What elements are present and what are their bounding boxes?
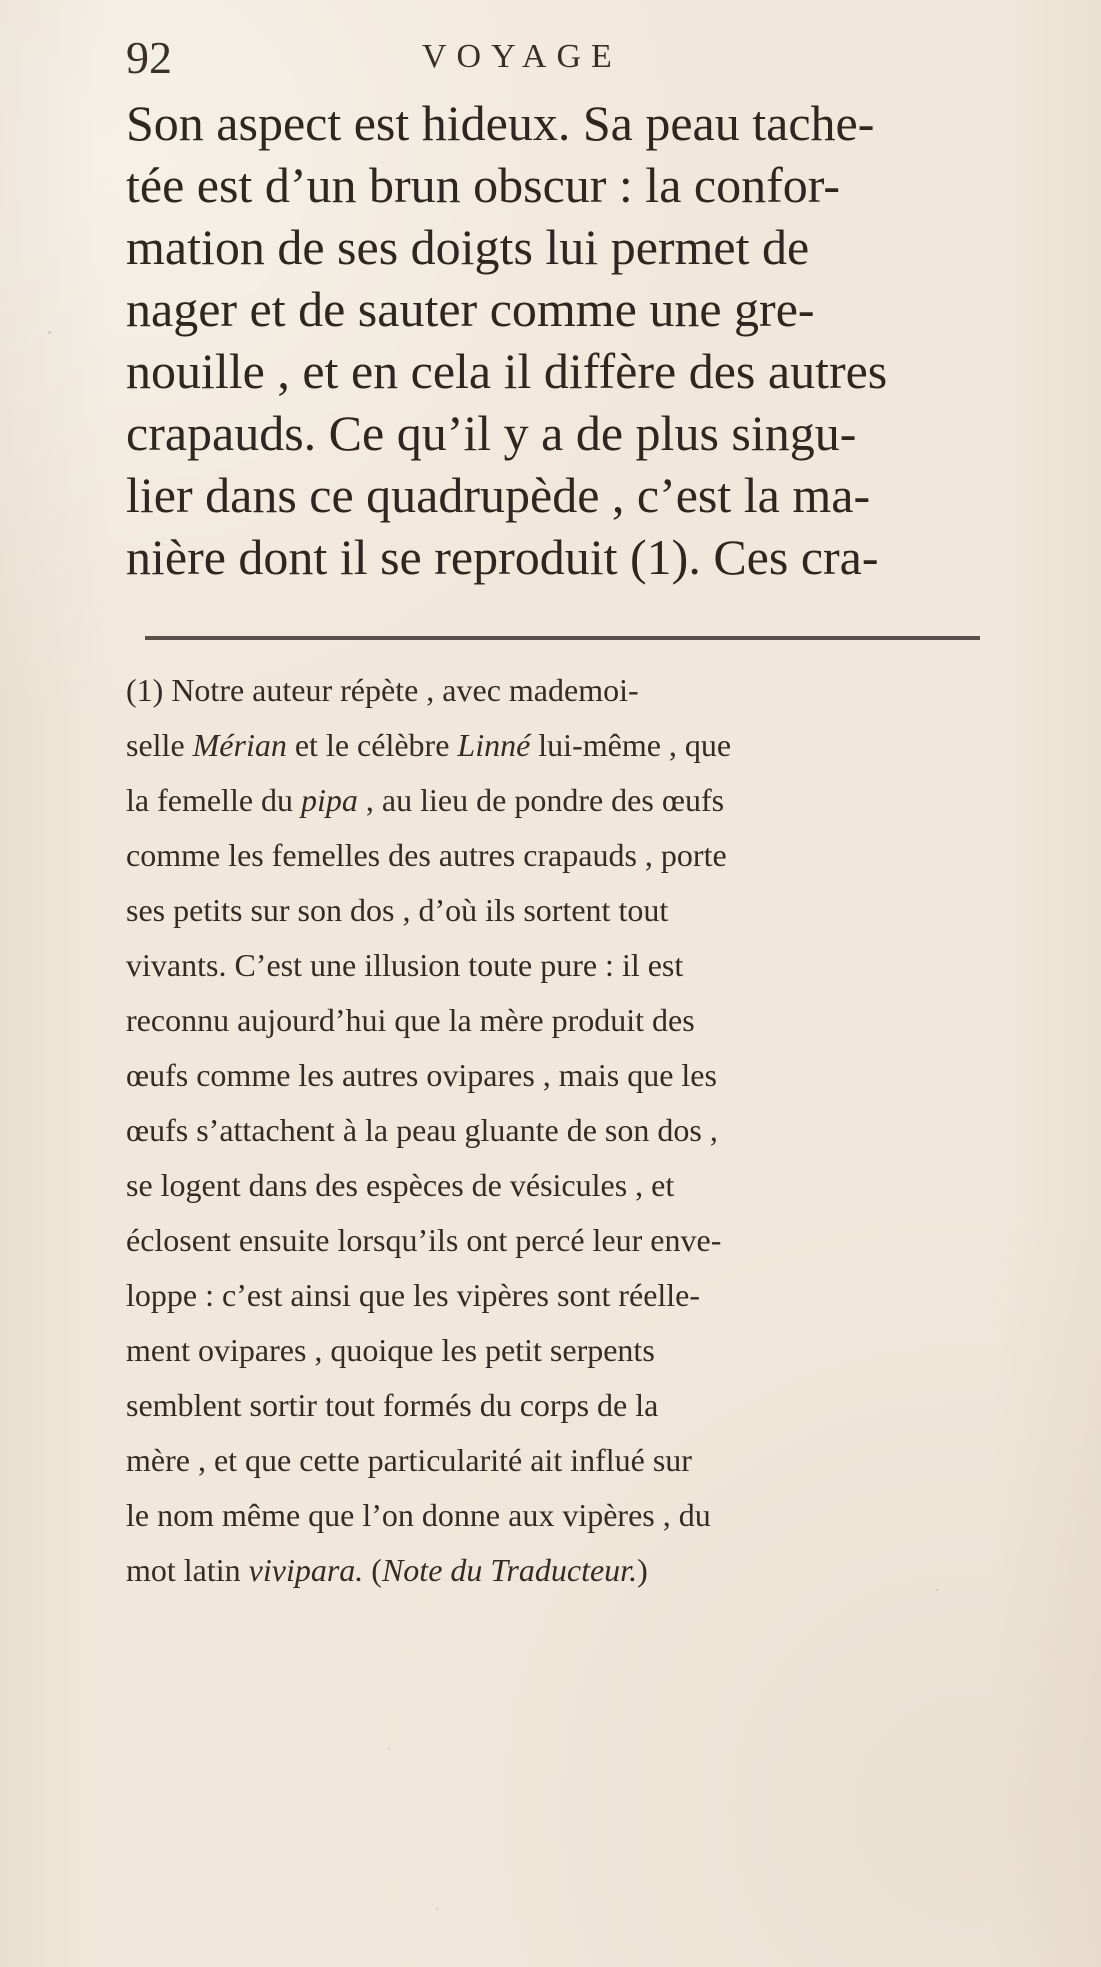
paper-speck bbox=[936, 1589, 938, 1591]
footnote-line bbox=[126, 1543, 992, 1598]
footnote-text: la femelle du bbox=[126, 782, 302, 818]
main-text-line: nouille , et en cela il diffère des autres bbox=[126, 343, 888, 399]
page-header bbox=[126, 32, 986, 93]
latin-term-italic: vivipara. bbox=[248, 1552, 364, 1588]
footnote-text: ( bbox=[363, 1552, 382, 1588]
footnote-text: et le célèbre bbox=[286, 727, 458, 763]
paper-speck bbox=[48, 331, 51, 334]
species-name-italic: pipa bbox=[301, 782, 358, 818]
footnote-line: ment ovipares , quoique les petit serpents bbox=[126, 1332, 655, 1368]
footnote-line: se logent dans des espèces de vésicules , et bbox=[126, 1167, 675, 1203]
footnote-line: œufs comme les autres ovipares , mais que les bbox=[126, 1057, 717, 1093]
paper-speck bbox=[436, 1908, 438, 1910]
footnote-separator bbox=[145, 636, 980, 640]
footnote-line: reconnu aujourd’hui que la mère produit des bbox=[126, 1002, 695, 1038]
footnote-line: œufs s’attachent à la peau gluante de son dos , bbox=[126, 1112, 718, 1148]
footnote-block bbox=[126, 663, 992, 1598]
author-name-italic: Mérian bbox=[192, 727, 287, 763]
footnote-line bbox=[126, 773, 992, 828]
main-text-line: lier dans ce quadrupède , c’est la ma- bbox=[126, 467, 871, 523]
footnote-text: mot latin bbox=[126, 1552, 249, 1588]
footnote-line: loppe : c’est ainsi que les vipères sont réelle- bbox=[126, 1277, 701, 1313]
footnote-text: , au lieu de pondre des œufs bbox=[357, 782, 725, 818]
footnote-text: lui-même , que bbox=[530, 727, 732, 763]
main-text-line: Son aspect est hideux. Sa peau tache- bbox=[126, 95, 875, 151]
main-text-line: crapauds. Ce qu’il y a de plus singu- bbox=[126, 405, 857, 461]
paper-speck bbox=[388, 1748, 390, 1750]
footnote-text: ) bbox=[637, 1552, 648, 1588]
author-name-italic: Linné bbox=[457, 727, 531, 763]
translator-note-italic: Note du Traducteur. bbox=[381, 1552, 638, 1588]
main-text-block bbox=[126, 92, 994, 588]
footnote-line: ses petits sur son dos , d’où ils sortent tout bbox=[126, 892, 669, 928]
footnote-line: comme les femelles des autres crapauds , porte bbox=[126, 837, 727, 873]
main-text-line: nière dont il se reproduit (1). Ces cra- bbox=[126, 529, 879, 585]
footnote-line: le nom même que l’on donne aux vipères , du bbox=[126, 1497, 711, 1533]
main-text-line: tée est d’un brun obscur : la confor- bbox=[126, 157, 841, 213]
main-text-line: mation de ses doigts lui permet de bbox=[126, 219, 810, 275]
footnote-text: selle bbox=[126, 727, 193, 763]
footnote-line: semblent sortir tout formés du corps de la bbox=[126, 1387, 659, 1423]
footnote-line: vivants. C’est une illusion toute pure : il est bbox=[126, 947, 684, 983]
footnote-line: (1) Notre auteur répète , avec mademoi- bbox=[126, 672, 639, 708]
main-text-line: nager et de sauter comme une gre- bbox=[126, 281, 815, 337]
footnote-line bbox=[126, 718, 992, 773]
page-number: 92 bbox=[126, 32, 172, 83]
running-title: VOYAGE bbox=[422, 38, 622, 75]
footnote-line: mère , et que cette particularité ait influé sur bbox=[126, 1442, 692, 1478]
footnote-line: éclosent ensuite lorsqu’ils ont percé leur enve- bbox=[126, 1222, 722, 1258]
